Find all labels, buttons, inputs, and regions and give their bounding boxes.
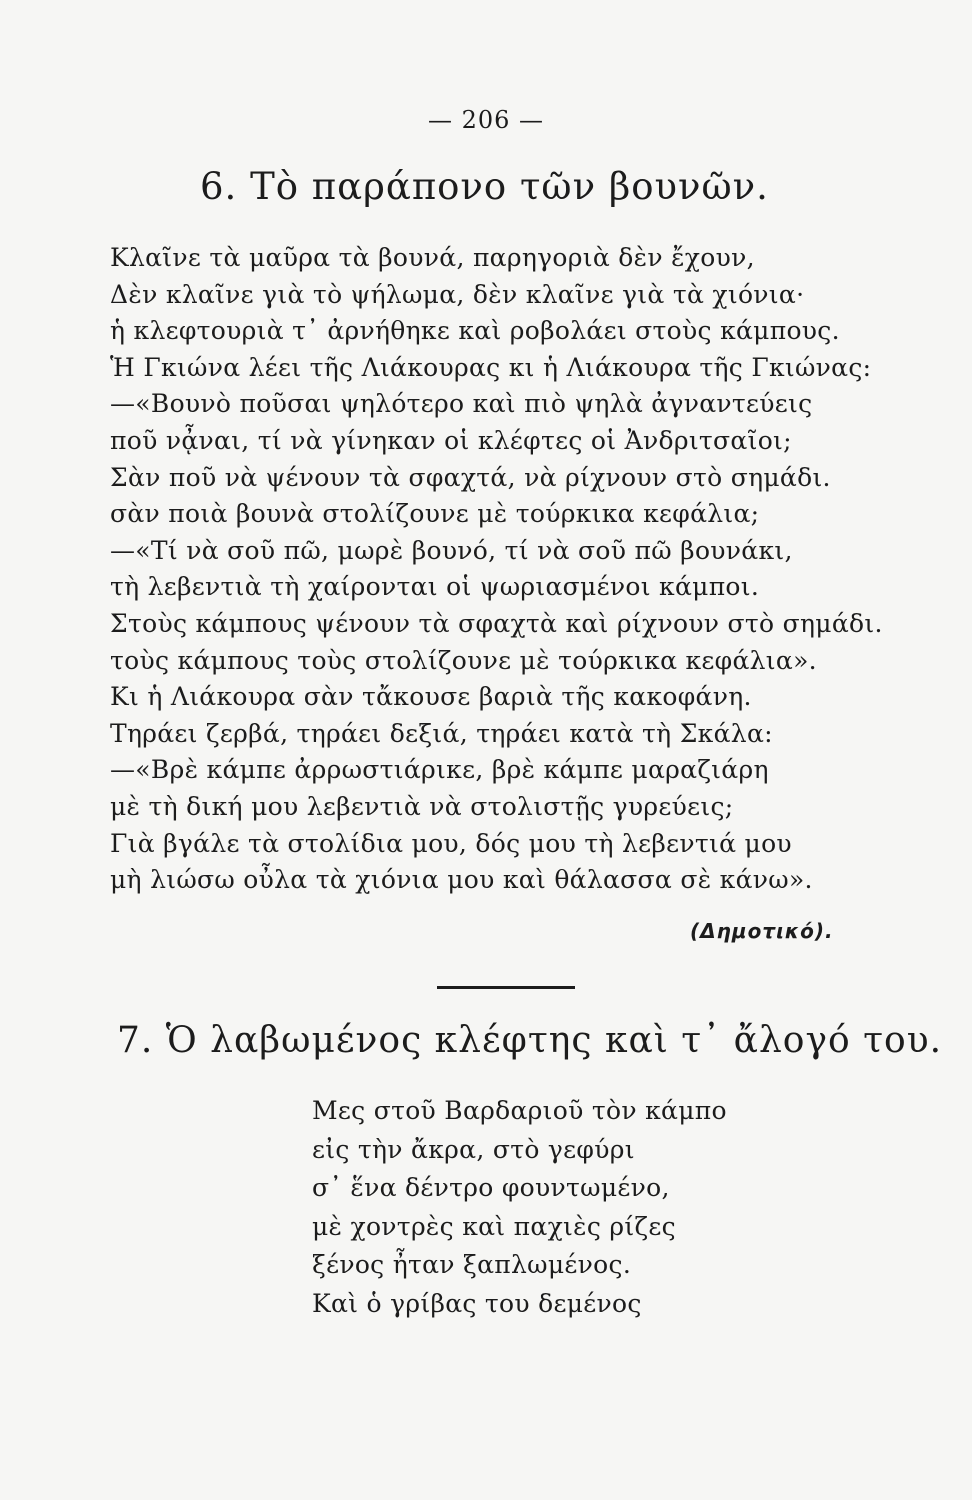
poem-line: ξένος ἦταν ξαπλωμένος. [312,1250,632,1279]
poem-line: μὲ τὴ δική μου λεβεντιὰ νὰ στολιστῇς γυρεύεις; [110,791,734,821]
poem-line: τὴ λεβεντιὰ τὴ χαίρονται οἱ ψωριασμένοι κάμποι. [110,572,760,602]
poem-line: Δὲν κλαῖνε γιὰ τὸ ψήλωμα, δὲν κλαῖνε γιὰ τὰ χιόνια· [110,279,805,309]
poem-line: σὰν ποιὰ βουνὰ στολίζουνε μὲ τούρκικα κεφάλια; [110,499,760,529]
poem-title-6: 6. Τὸ παράπονο τῶν βουνῶν. [200,165,769,208]
page-number: — 206 — [427,106,545,134]
poem-line: —«Τί νὰ σοῦ πῶ, μωρὲ βουνό, τί νὰ σοῦ πῶ βουνάκι, [110,535,793,565]
poem-line: Κλαῖνε τὰ μαῦρα τὰ βουνά, παρηγοριὰ δὲν ἔχουν, [110,243,755,272]
poem-source-attribution: (Δημοτικό). [690,919,834,943]
poem-line: ἡ κλεφτουριὰ τ᾽ ἀρνήθηκε καὶ ροβολάει στοὺς κάμπους. [110,316,840,346]
poem-line: εἰς τὴν ἄκρα, στὸ γεφύρι [312,1134,635,1164]
poem-line: —«Βρὲ κάμπε ἀρρωστιάρικε, βρὲ κάμπε μαραζιάρη [110,755,769,785]
poem-title-7: 7. Ὁ λαβωμένος κλέφτης καὶ τ᾽ ἄλογό του. [117,1020,943,1061]
poem-line: Γιὰ βγάλε τὰ στολίδια μου, δός μου τὴ λεβεντιά μου [110,828,792,858]
poem-line: σ᾽ ἕνα δέντρο φουντωμένο, [312,1173,670,1202]
poem-line: μὴ λιώσω οὖλα τὰ χιόνια μου καὶ θάλασσα σὲ κάνω». [110,865,813,895]
poem-line: ποῦ νᾆναι, τί νὰ γίνηκαν οἱ κλέφτες οἱ Ἀνδριτσαῖοι; [110,425,792,455]
poem-line: Ἡ Γκιώνα λέει τῆς Λιάκουρας κι ἡ Λιάκουρα τῆς Γκιώνας: [110,352,872,382]
poem-7-body [312,1092,812,1323]
poem-line: μὲ χοντρὲς καὶ παχιὲς ρίζες [312,1211,676,1241]
poem-line: Μες στοῦ Βαρδαριοῦ τὸν κάμπο [312,1096,727,1125]
poem-line: Στοὺς κάμπους ψένουν τὰ σφαχτὰ καὶ ρίχνουν στὸ σημάδι. [110,608,883,638]
poem-line: Σὰν ποῦ νὰ ψένουν τὰ σφαχτά, νὰ ρίχνουν στὸ σημάδι. [110,462,831,492]
poem-line: Κι ἡ Λιάκουρα σὰν τἄκουσε βαριὰ τῆς κακοφάνη. [110,682,752,712]
section-divider [437,986,575,989]
poem-line: —«Βουνὸ ποῦσαι ψηλότερο καὶ πιὸ ψηλὰ ἀγναντεύεις [110,389,813,419]
poem-line: τοὺς κάμπους τοὺς στολίζουνε μὲ τούρκικα κεφάλια». [110,645,817,675]
poem-6-body [110,240,900,899]
poem-line: Τηράει ζερβά, τηράει δεξιά, τηράει κατὰ τὴ Σκάλα: [110,718,773,748]
poem-line: Καὶ ὁ γρίβας του δεμένος [312,1288,642,1318]
